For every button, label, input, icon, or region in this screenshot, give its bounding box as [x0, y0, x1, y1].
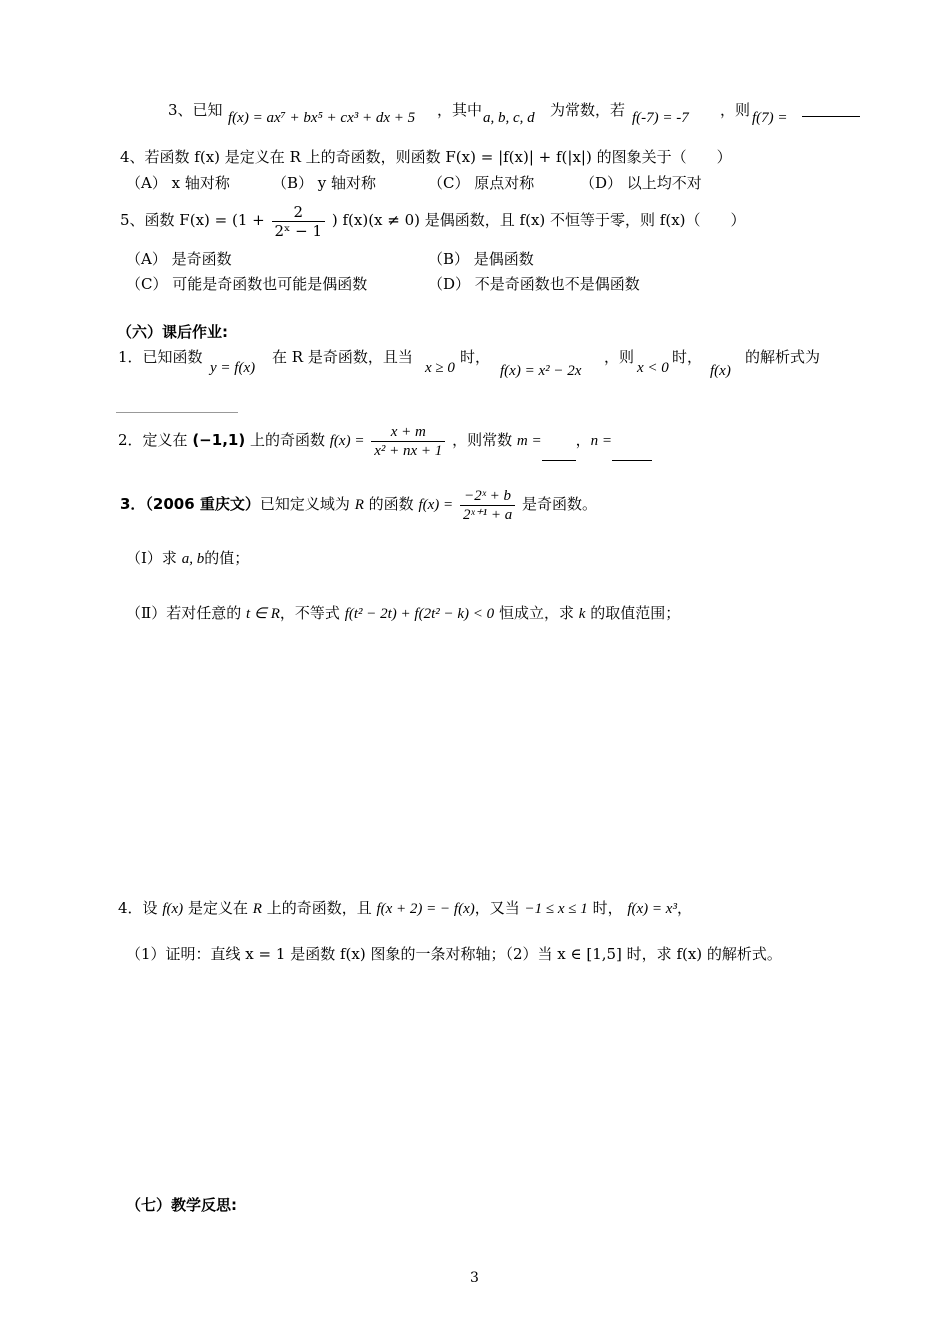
hw2-a: 2．定义在: [118, 431, 188, 449]
hw1-d: ，则: [604, 348, 635, 366]
q3-vars: a, b, c, d: [483, 110, 535, 126]
hw3-p2k: k: [578, 606, 586, 622]
hw1-f2: x ≥ 0: [425, 360, 455, 376]
q4-option-c: （C） 原点对称: [428, 174, 535, 192]
q3-formula: f(x) = ax⁷ + bx⁵ + cx³ + dx + 5: [228, 110, 416, 126]
hw2-fraction: [371, 423, 445, 460]
hw2-n-blank: [612, 460, 652, 461]
homework-4: [118, 898, 692, 919]
hw2-m: m =: [516, 433, 542, 449]
hw3-p2e: 恒成立，求: [498, 604, 574, 622]
hw3-p2f: f(t² − 2t) + f(2t² − k) < 0: [344, 606, 495, 622]
hw3-p2m: ，不等式: [279, 604, 340, 622]
hw3-denominator: 2ˣ⁺¹ + a: [462, 506, 513, 523]
hw1-c: 时，: [460, 348, 491, 366]
section-6-heading: （六）课后作业:: [117, 323, 228, 341]
hw2-m-blank: [542, 460, 576, 461]
hw3-p1v: a, b: [181, 551, 205, 567]
hw1-g: 的解析式为: [745, 348, 821, 366]
hw3-p1: （Ⅰ）求: [126, 549, 177, 567]
hw1-e: 时，: [672, 348, 703, 366]
hw1-answer-blank: [116, 412, 238, 413]
q3-mid: ，其中: [437, 101, 483, 119]
hw2-sep: ，: [575, 431, 591, 449]
hw4-a: 4．设: [118, 899, 158, 917]
q3-mid3: ，则: [720, 101, 751, 119]
q3-prefix: 3、已知: [168, 101, 223, 119]
homework-2: [118, 420, 652, 461]
hw4-e: 时，: [592, 899, 623, 917]
hw4-f3: −1 ≤ x ≤ 1: [524, 901, 588, 917]
hw3-R: R: [354, 497, 364, 513]
q5-pre: 5、函数 F(x) = (1 +: [120, 211, 265, 229]
hw1-f4: x < 0: [637, 360, 669, 376]
q4-option-d: （D） 以上均不对: [580, 174, 702, 192]
hw2-interval: (−1,1): [192, 431, 246, 449]
hw1-f1: y = f(x): [210, 360, 256, 376]
hw3-a: 已知定义域为: [259, 495, 350, 513]
q3-ask: f(7) =: [752, 110, 788, 126]
hw1-a: 1．已知函数: [118, 348, 203, 366]
hw3-f: f(x) =: [418, 497, 454, 513]
hw4-g: ，: [676, 899, 692, 917]
question-3: [168, 100, 223, 120]
q5-denominator: 2ˣ − 1: [274, 221, 323, 240]
hw3-p1e: 的值；: [204, 549, 250, 567]
hw3-part1: [126, 548, 249, 569]
q5-numerator: 2: [272, 203, 326, 222]
hw3-c: 是奇函数。: [522, 495, 598, 513]
question-5: [120, 200, 746, 240]
page-number: 3: [470, 1270, 479, 1286]
q3-answer-blank: [802, 116, 860, 117]
hw3-fraction: [460, 487, 515, 524]
hw4-f4: f(x) = x³: [627, 901, 677, 917]
question-4: 4、若函数 f(x) 是定义在 R 上的奇函数，则函数 F(x) = |f(x)| + f(|x|) 的图象关于（ ）: [120, 148, 732, 166]
q5-post: ) f(x)(x ≠ 0) 是偶函数，且 f(x) 不恒等于零，则 f(x)（ ）: [331, 211, 746, 229]
hw1-f3: f(x) = x² − 2x: [500, 363, 582, 379]
hw2-n: n =: [590, 433, 612, 449]
hw2-numerator: x + m: [371, 423, 445, 442]
hw3-b: 的函数: [368, 495, 414, 513]
q4-option-b: （B） y 轴对称: [272, 174, 377, 192]
hw3-p2v: t ∈ R: [245, 606, 280, 622]
q3-cond: f(-7) = -7: [632, 110, 689, 126]
hw2-f: f(x) =: [329, 433, 365, 449]
homework-3: [120, 484, 597, 525]
q4-option-a: （A） x 轴对称: [126, 174, 230, 192]
hw2-b: 上的奇函数: [249, 431, 325, 449]
q5-option-a: （A） 是奇函数: [126, 250, 232, 268]
q3-mid2: 为常数，若: [550, 101, 626, 119]
q5-option-c: （C） 可能是奇函数也可能是偶函数: [126, 275, 368, 293]
hw4-c: 上的奇函数，且: [266, 899, 372, 917]
hw4-d: ，又当: [474, 899, 520, 917]
hw2-denominator: x² + nx + 1: [374, 442, 443, 459]
q5-option-b: （B） 是偶函数: [428, 250, 534, 268]
hw3-numerator: −2ˣ + b: [460, 487, 515, 506]
hw3-label: 3．（2006 重庆文）: [120, 495, 260, 513]
q5-fraction: [272, 203, 326, 240]
hw2-c: ，则常数: [452, 431, 513, 449]
hw3-p2: （Ⅱ）若对任意的: [126, 604, 242, 622]
hw3-p2t: 的取值范围；: [590, 604, 681, 622]
q5-option-d: （D） 不是奇函数也不是偶函数: [428, 275, 640, 293]
hw4-f1: f(x): [162, 901, 184, 917]
hw1-f5: f(x): [710, 363, 731, 379]
hw4-R: R: [252, 901, 262, 917]
hw4-f2: f(x + 2) = − f(x): [376, 901, 475, 917]
section-7-heading: （七）教学反思:: [126, 1196, 237, 1214]
hw4-b: 是定义在: [187, 899, 248, 917]
hw3-part2: [126, 603, 680, 624]
hw4-line2: （1）证明：直线 x = 1 是函数 f(x) 图象的一条对称轴；（2）当 x ∈ [1,5] 时，求 f(x) 的解析式。: [126, 945, 782, 963]
hw1-b: 在 R 是奇函数，且当: [272, 348, 413, 366]
